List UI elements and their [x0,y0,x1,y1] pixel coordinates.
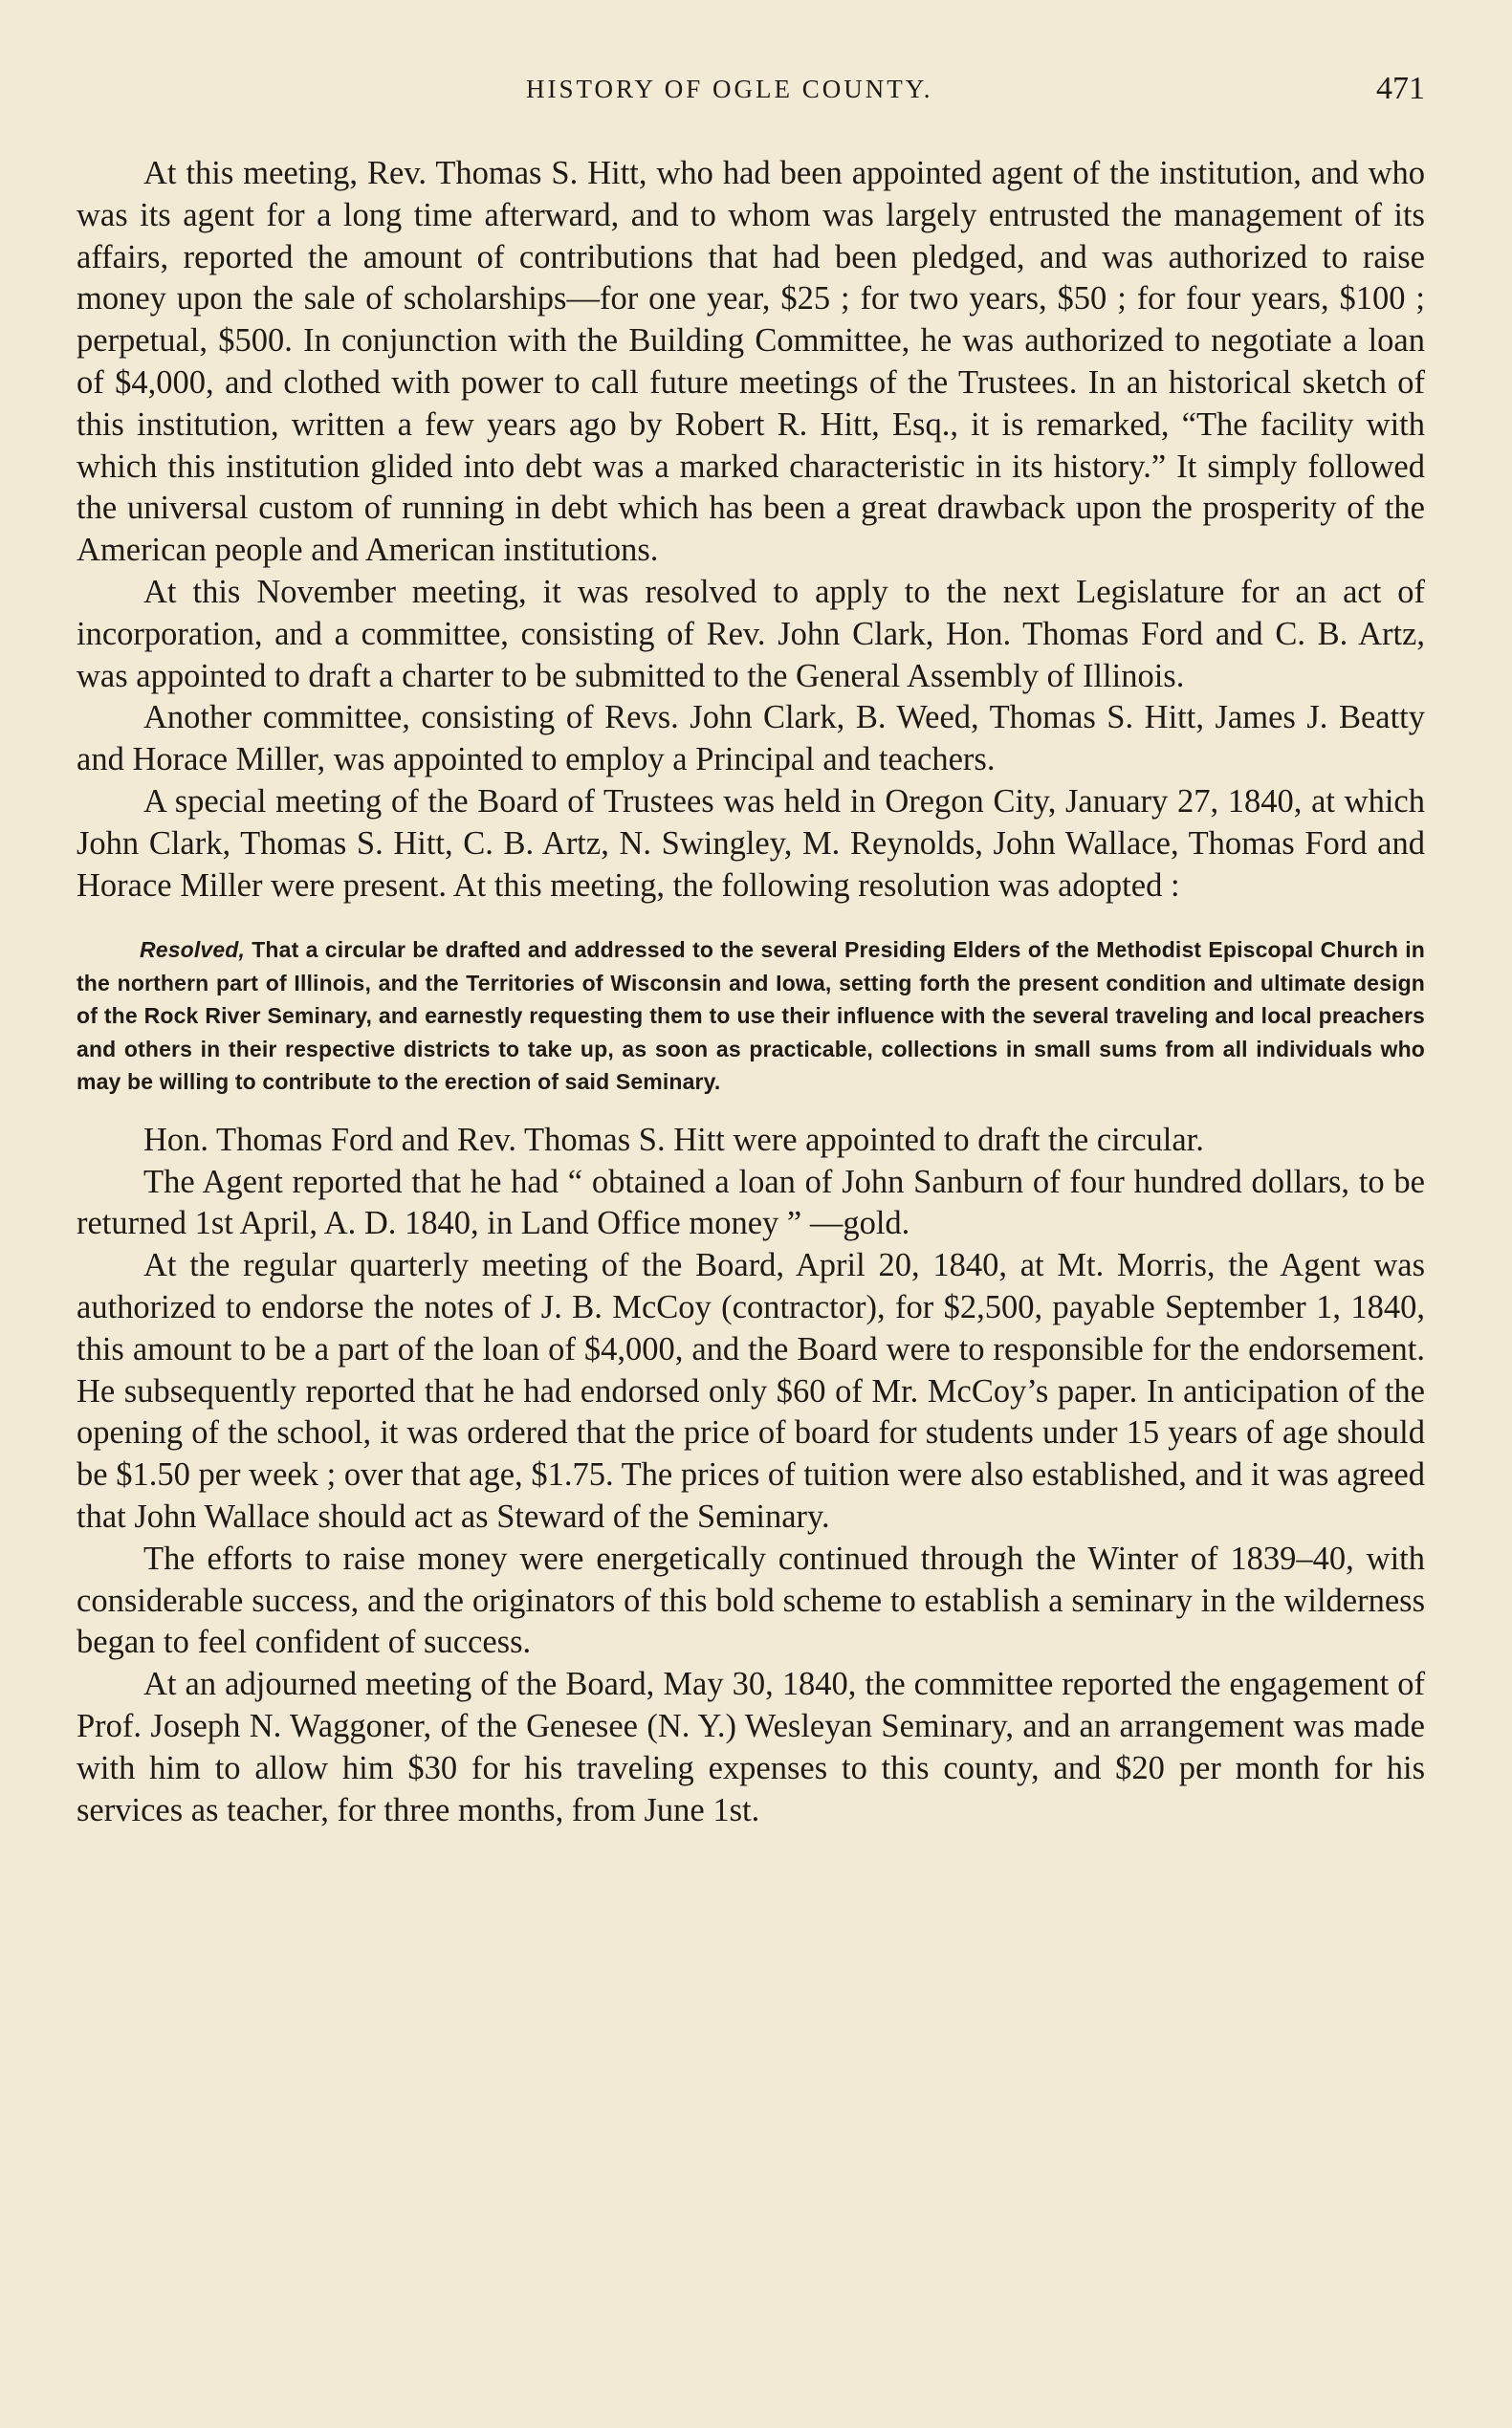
paragraph: At this meeting, Rev. Thomas S. Hitt, who had been appointed agent of the institution, and who was its agent for a long time afterward, and to whom was largely entrusted the management of its affairs, reported the amount of contributions that had been pledged, and was authorized to raise money upon the sale of scholarships—for one year, $25 ; for two years, $50 ; for four years, $100 ; perpetual, $500. In conjunction with the Building Committee, he was authorized to negotiate a loan of $4,000, and clothed with power to call future meetings of the Trustees. In an historical sketch of this institution, written a few years ago by Robert R. Hitt, Esq., it is remarked, “The facility with which this institution glided into debt was a marked characteristic in its history.” It simply followed the universal custom of running in debt which has been a great drawback upon the prosperity of the American people and American institutions. [77,155,1425,569]
page-header [77,71,1425,113]
paragraph: At the regular quarterly meeting of the Board, April 20, 1840, at Mt. Morris, the Agent was authorized to endorse the notes of J. B. McCoy (contractor), for $2,500, payable September 1, 1840, this amount to be a part of the loan of $4,000, and the Board were to responsible for the endorsement. He subsequently reported that he had endorsed only $60 of Mr. McCoy’s paper. In anticipation of the opening of the school, it was ordered that the price of board for students under 15 years of age should be $1.50 per week ; over that age, $1.75. The prices of tuition were also established, and it was agreed that John Wallace should act as Steward of the Seminary. [77,1247,1425,1536]
paragraph: The efforts to raise money were energetically continued through the Winter of 1839–40, with considerable success, and the originators of this bold scheme to establish a seminary in the wilderness began to feel confident of success. [77,1540,1425,1661]
paragraph: Hon. Thomas Ford and Rev. Thomas S. Hitt were appointed to draft the circular. [143,1121,1204,1158]
body-text [77,153,1425,1831]
paragraph: The Agent reported that he had “ obtained a loan of John Sanburn of four hundred dollars, to be returned 1st April, A. D. 1840, in Land Office money ” —gold. [77,1163,1425,1242]
resolution-lead: Resolved, [140,937,246,963]
resolution-text: That a circular be drafted and addressed to the several Presiding Elders of the Methodist Episcopal Church in the northern part of Illinois, and the Territories of Wisconsin and Iowa, setting forth the present condition and ultimate design of the Rock River Seminary, and earnestly requesting them to use their influence with the several traveling and local preachers and others in their respective districts to take up, as soon as practicable, collections in small sums from all individuals who may be willing to contribute to the erection of said Seminary. [77,937,1425,1095]
paragraph: At an adjourned meeting of the Board, May 30, 1840, the committee reported the engagement of Prof. Joseph N. Waggoner, of the Genesee (N. Y.) Wesleyan Seminary, and an arrangement was made with him to allow him $30 for his traveling expenses to this county, and $20 per month for his services as teacher, for three months, from June 1st. [77,1666,1425,1828]
paragraph: A special meeting of the Board of Trustees was held in Oregon City, January 27, 1840, at which John Clark, Thomas S. Hitt, C. B. Artz, N. Swingley, M. Reynolds, John Wallace, Thomas Ford and Horace Miller were present. At this meeting, the following resolution was adopted : [77,782,1425,904]
running-title: HISTORY OF OGLE COUNTY. [526,75,933,103]
page-number: 471 [1376,71,1425,106]
paragraph: At this November meeting, it was resolved to apply to the next Legislature for an act of incorporation, and a committee, consisting of Rev. John Clark, Hon. Thomas Ford and C. B. Artz, was appointed to draft a charter to be submitted to the General Assembly of Illinois. [77,573,1425,694]
paragraph: Another committee, consisting of Revs. John Clark, B. Weed, Thomas S. Hitt, James J. Beatty and Horace Miller, was appointed to employ a Principal and teachers. [77,699,1425,778]
resolution-quote [77,933,1425,1099]
